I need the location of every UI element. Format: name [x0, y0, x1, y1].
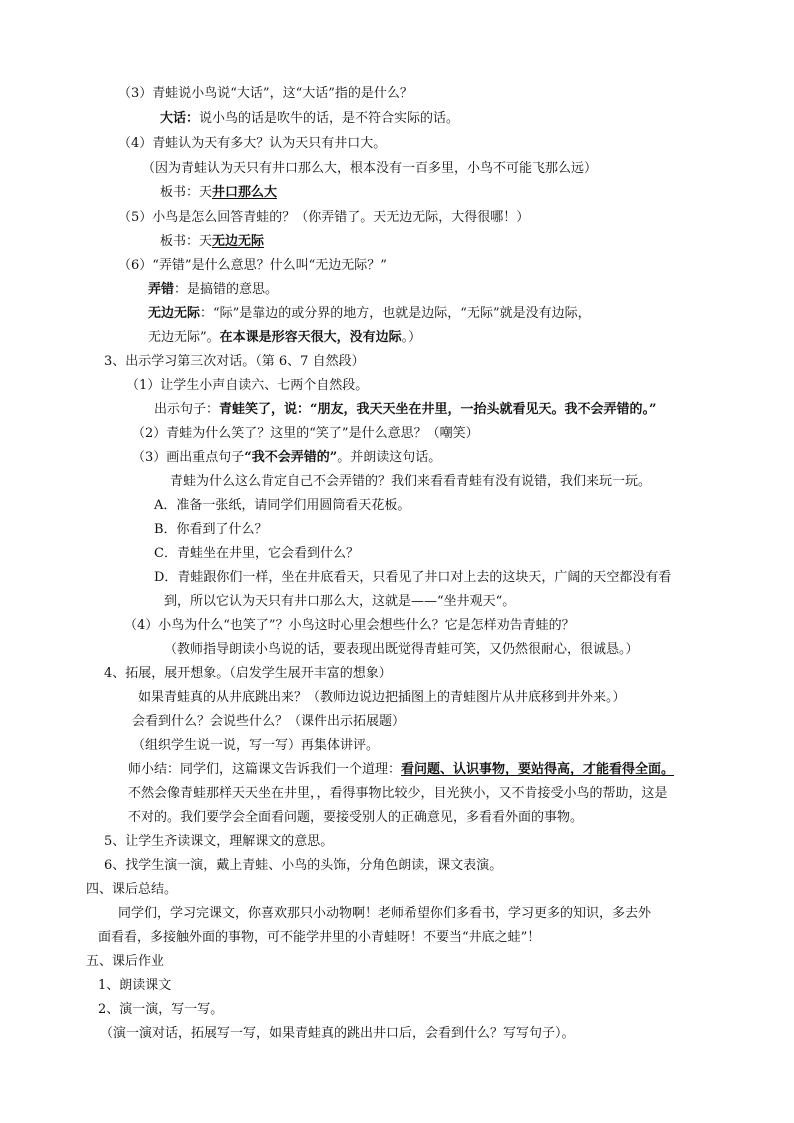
homework-2-note: （演一演对话，拓展写一写，如果青蛙真的跳出井口后，会看到什么？写写句子）。	[100, 1026, 575, 1041]
sentence-label: 出示句子：	[154, 402, 220, 417]
board-value: 井口那么大	[212, 185, 278, 200]
activity-d: D．青蛙跟你们一样，坐在井底看天，只看见了井口对上去的这块天，广阔的天空都没有看	[154, 570, 672, 585]
summary-line-3: 不对的。我们要学会全面看问题，要接受别人的正确意见，多看看外面的事物。	[128, 810, 584, 825]
summary-line-2: 不然会像青蛙那样天天坐在井里，，看得事物比较少，目光狭小，又不肯接受小鸟的帮助，这是	[128, 786, 668, 801]
step-3-intro: 青蛙为什么这么肯定自己不会弄错的？我们来看看青蛙有没有说错，我们来玩一玩。	[170, 474, 652, 489]
question-5: （5）小鸟是怎么回答青蛙的？（你弄错了。天无边无际，大得很哪！）	[118, 210, 530, 225]
activity-b: B．你看到了什么？	[154, 522, 268, 537]
definition-wubianwuji	[148, 306, 591, 322]
part-4-title: 四、课后总结。	[86, 882, 178, 897]
step-3-item-1: （1）让学生小声自读六、七两个自然段。	[126, 378, 369, 393]
definition-text: ：是搞错的意思。	[174, 282, 279, 297]
definition-continued	[148, 330, 421, 346]
step-3-item-4: （4）小鸟为什么“也笑了”？小鸟这时心里会想些什么？它是怎样劝告青蛙的？	[124, 618, 575, 633]
board-value: 无边无际	[212, 234, 265, 249]
term-wubianwuji: 无边无际	[148, 306, 201, 321]
step-4-title: 4、拓展，展开想象。（启发学生展开丰富的想象）	[104, 666, 392, 681]
part-4-p1: 同学们，学习完课文，你喜欢那只小动物啊！老师希望你们多看书，学习更多的知识，多去外	[118, 906, 652, 921]
question-4: （4）青蛙认为天有多大？认为天只有井口大。	[118, 136, 387, 151]
step-3-item-3	[132, 450, 441, 466]
definition-emphasis: 在本课是形容天很大，没有边际	[219, 330, 402, 345]
step-3-sentence	[154, 402, 656, 418]
term-dahua: 大话：	[160, 111, 200, 126]
sentence-text: 青蛙笑了，说：“朋友，我天天坐在井里，一抬头就看见天。我不会弄错的。”	[219, 402, 657, 417]
part-4-p2: 面看看，多接触外面的事物，可不能学井里的小青蛙呀！不要当“井底之蛙”！	[98, 930, 541, 945]
step-3-item-4-note: （教师指导朗读小鸟说的话，要表现出既觉得青蛙可笑，又仍然很耐心，很诚恳。）	[164, 642, 639, 657]
definition-nongcuo	[148, 282, 278, 298]
item-3-pre: （3）画出重点句子	[132, 450, 245, 465]
step-6: 6、找学生演一演，戴上青蛙、小鸟的头饰，分角色朗读，课文表演。	[104, 858, 503, 873]
step-5: 5、让学生齐读课文，理解课文的意思。	[104, 834, 334, 849]
item-3-post: 。并朗读这句话。	[337, 450, 442, 465]
definition-text: ：“际”是靠边的或分界的地方，也就是边际，“无际”就是没有边际，	[200, 306, 591, 321]
key-sentence: “我不会弄错的”	[244, 450, 338, 465]
definition-text: 无边无际”。	[148, 330, 220, 345]
part-5-title: 五、课后作业	[86, 954, 165, 969]
question-3: （3）青蛙说小鸟说“大话”，这“大话”指的是什么？	[118, 86, 413, 101]
answer-3-text: 说小鸟的话是吹牛的话，是不符合实际的话。	[199, 111, 460, 126]
teacher-summary	[128, 762, 674, 778]
board-note-4	[160, 185, 277, 201]
answer-3	[160, 111, 459, 127]
activity-d-cont: 到，所以它认为天只有井口那么大，这就是——“坐井观天“。	[164, 594, 516, 609]
homework-2: 2、演一演，写一写。	[98, 1002, 224, 1017]
board-label: 板书：天	[160, 185, 213, 200]
definition-end: 。）	[401, 330, 422, 345]
board-note-5	[160, 234, 264, 250]
summary-label: 师小结：同学们，这篇课文告诉我们一个道理：	[128, 762, 402, 777]
homework-1: 1、朗读课文	[98, 978, 172, 993]
term-nongcuo: 弄错	[148, 282, 175, 297]
step-4-p1: 如果青蛙真的从井底跳出来？（教师边说边把插图上的青蛙图片从井底移到井外来。）	[138, 690, 626, 705]
step-4-p2: 会看到什么？会说些什么？（课件出示拓展题）	[132, 714, 406, 729]
activity-c: C．青蛙坐在井里，它会看到什么？	[154, 546, 359, 561]
question-6: （6）“弄错”是什么意思？什么叫“无边无际？”	[118, 258, 387, 273]
step-3-title: 3、出示学习第三次对话。（第 6、7 自然段）	[104, 354, 365, 369]
step-3-item-2: （2）青蛙为什么笑了？这里的“笑了”是什么意思？（嘲笑）	[132, 426, 479, 441]
question-4-reason: （因为青蛙认为天只有井口那么大，根本没有一百多里，小鸟不可能飞那么远）	[142, 161, 598, 176]
summary-key: 看问题、认识事物，要站得高，才能看得全面。	[401, 762, 675, 777]
step-4-p3: （组织学生说一说，写一写）再集体讲评。	[132, 738, 380, 753]
board-label: 板书：天	[160, 234, 213, 249]
activity-a: A．准备一张纸，请同学们用圆筒看天花板。	[154, 498, 411, 513]
